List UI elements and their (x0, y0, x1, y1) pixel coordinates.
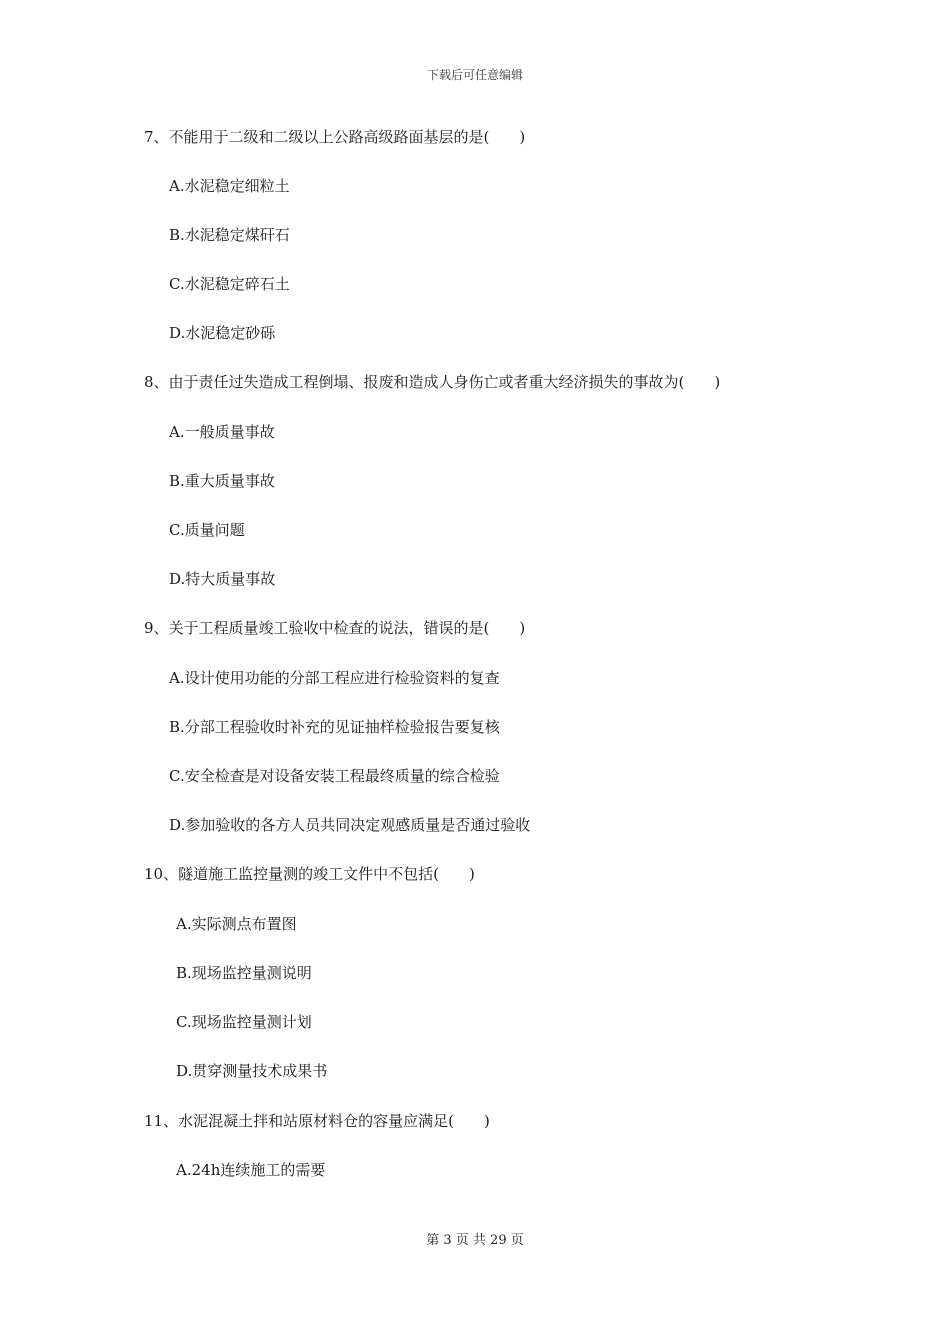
page-footer: 第 3 页 共 29 页 (426, 1233, 524, 1248)
question-10-option-b: B.现场监控量测说明 (176, 964, 312, 982)
question-8-option-d: D.特大质量事故 (169, 570, 276, 588)
question-11-option-a: A.24h连续施工的需要 (176, 1161, 326, 1179)
question-9-option-b: B.分部工程验收时补充的见证抽样检验报告要复核 (169, 718, 500, 736)
page-header: 下载后可任意编辑 (426, 68, 523, 82)
question-10-option-c: C.现场监控量测计划 (176, 1013, 312, 1031)
question-7-option-a: A.水泥稳定细粒土 (169, 177, 290, 195)
question-9-option-c: C.安全检查是对设备安装工程最终质量的综合检验 (169, 767, 500, 785)
question-8-option-c: C.质量问题 (169, 521, 245, 539)
question-10-option-d: D.贯穿测量技术成果书 (176, 1062, 328, 1080)
question-8-option-a: A.一般质量事故 (169, 423, 275, 441)
question-9-stem: 9、关于工程质量竣工验收中检查的说法，错误的是( ) (144, 619, 526, 637)
question-10-option-a: A.实际测点布置图 (176, 915, 297, 933)
question-7-option-c: C.水泥稳定碎石土 (169, 275, 290, 293)
question-7-stem: 7、不能用于二级和二级以上公路高级路面基层的是( ) (144, 128, 526, 146)
question-9-option-a: A.设计使用功能的分部工程应进行检验资料的复查 (169, 669, 500, 687)
question-9-option-d: D.参加验收的各方人员共同决定观感质量是否通过验收 (169, 816, 531, 834)
question-8-option-b: B.重大质量事故 (169, 472, 275, 490)
question-11-stem: 11、水泥混凝土拌和站原材料仓的容量应满足( ) (144, 1112, 490, 1130)
question-8-stem: 8、由于责任过失造成工程倒塌、报废和造成人身伤亡或者重大经济损失的事故为( ) (144, 373, 721, 391)
question-7-option-d: D.水泥稳定砂砾 (169, 324, 276, 342)
question-10-stem: 10、隧道施工监控量测的竣工文件中不包括( ) (144, 865, 475, 883)
question-7-option-b: B.水泥稳定煤矸石 (169, 226, 290, 244)
